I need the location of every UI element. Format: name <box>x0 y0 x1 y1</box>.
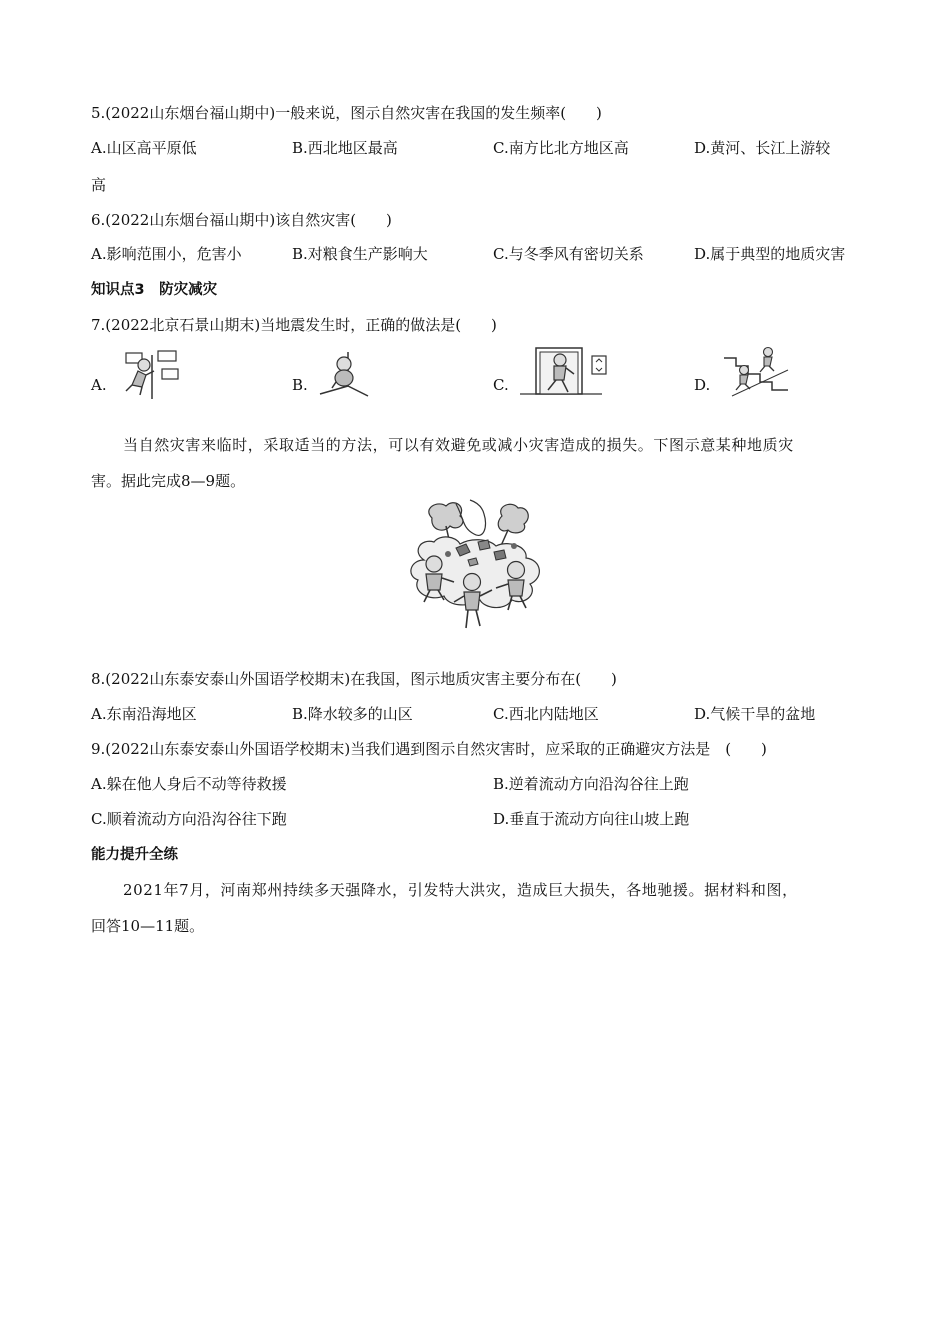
question-5-option-d-wrap: 高 <box>91 176 107 194</box>
question-9-stem: 9.(2022山东泰安泰山外国语学校期末)当我们遇到图示自然灾害时，应采取的正确避灾方法是 ( ) <box>91 740 767 758</box>
section-heading-ability: 能力提升全练 <box>91 847 178 863</box>
question-9-option-a: A.躲在他人身后不动等待救援 <box>91 775 287 793</box>
question-9-option-b: B.逆着流动方向沿沟谷往上跑 <box>493 775 689 793</box>
question-6-stem: 6.(2022山东烟台福山期中)该自然灾害( ) <box>91 211 392 229</box>
material-paragraph-1-line-2: 害。据此完成8—9题。 <box>91 472 246 490</box>
question-7-option-c-label: C. <box>493 376 509 394</box>
question-7-option-b-label: B. <box>292 376 308 394</box>
question-5-stem: 5.(2022山东烟台福山期中)一般来说，图示自然灾害在我国的发生频率( ) <box>91 104 602 122</box>
option-c-figure-running-out-of-elevator <box>520 346 616 398</box>
question-5-option-a: A.山区高平原低 <box>91 139 197 157</box>
question-6-option-d: D.属于典型的地质灾害 <box>694 245 846 263</box>
question-9-option-c: C.顺着流动方向沿沟谷往下跑 <box>91 810 287 828</box>
option-d-figure-running-down-stairs <box>722 346 792 398</box>
question-5-option-c: C.南方比北方地区高 <box>493 139 629 157</box>
question-8-option-d: D.气候干旱的盆地 <box>694 705 816 723</box>
option-a-figure-jumping-from-building <box>118 345 184 401</box>
question-8-stem: 8.(2022山东泰安泰山外国语学校期末)在我国，图示地质灾害主要分布在( ) <box>91 670 617 688</box>
question-8-option-c: C.西北内陆地区 <box>493 705 599 723</box>
question-8-option-b: B.降水较多的山区 <box>292 705 413 723</box>
question-7-option-a-label: A. <box>91 376 107 394</box>
question-5-option-b: B.西北地区最高 <box>292 139 398 157</box>
debris-flow-illustration <box>404 498 548 634</box>
material-paragraph-1-line-1: 当自然灾害来临时，采取适当的方法，可以有效避免或减小灾害造成的损失。下图示意某种地质灾 <box>123 436 794 454</box>
material-paragraph-2-line-1: 2021年7月，河南郑州持续多天强降水，引发特大洪灾，造成巨大损失，各地驰援。据材料和图， <box>123 881 798 899</box>
question-5-option-d: D.黄河、长江上游较 <box>694 139 831 157</box>
question-7-stem: 7.(2022北京石景山期末)当地震发生时，正确的做法是( ) <box>91 316 497 334</box>
question-6-option-c: C.与冬季风有密切关系 <box>493 245 644 263</box>
question-6-option-a: A.影响范围小，危害小 <box>91 245 242 263</box>
question-9-option-d: D.垂直于流动方向往山坡上跑 <box>493 810 690 828</box>
material-paragraph-2-line-2: 回答10—11题。 <box>91 917 205 935</box>
question-6-option-b: B.对粮食生产影响大 <box>292 245 428 263</box>
question-8-option-a: A.东南沿海地区 <box>91 705 197 723</box>
section-heading-knowledge-3: 知识点3 防灾减灾 <box>91 282 218 298</box>
option-b-figure-crouching-in-corner <box>318 352 370 398</box>
question-7-option-d-label: D. <box>694 376 711 394</box>
